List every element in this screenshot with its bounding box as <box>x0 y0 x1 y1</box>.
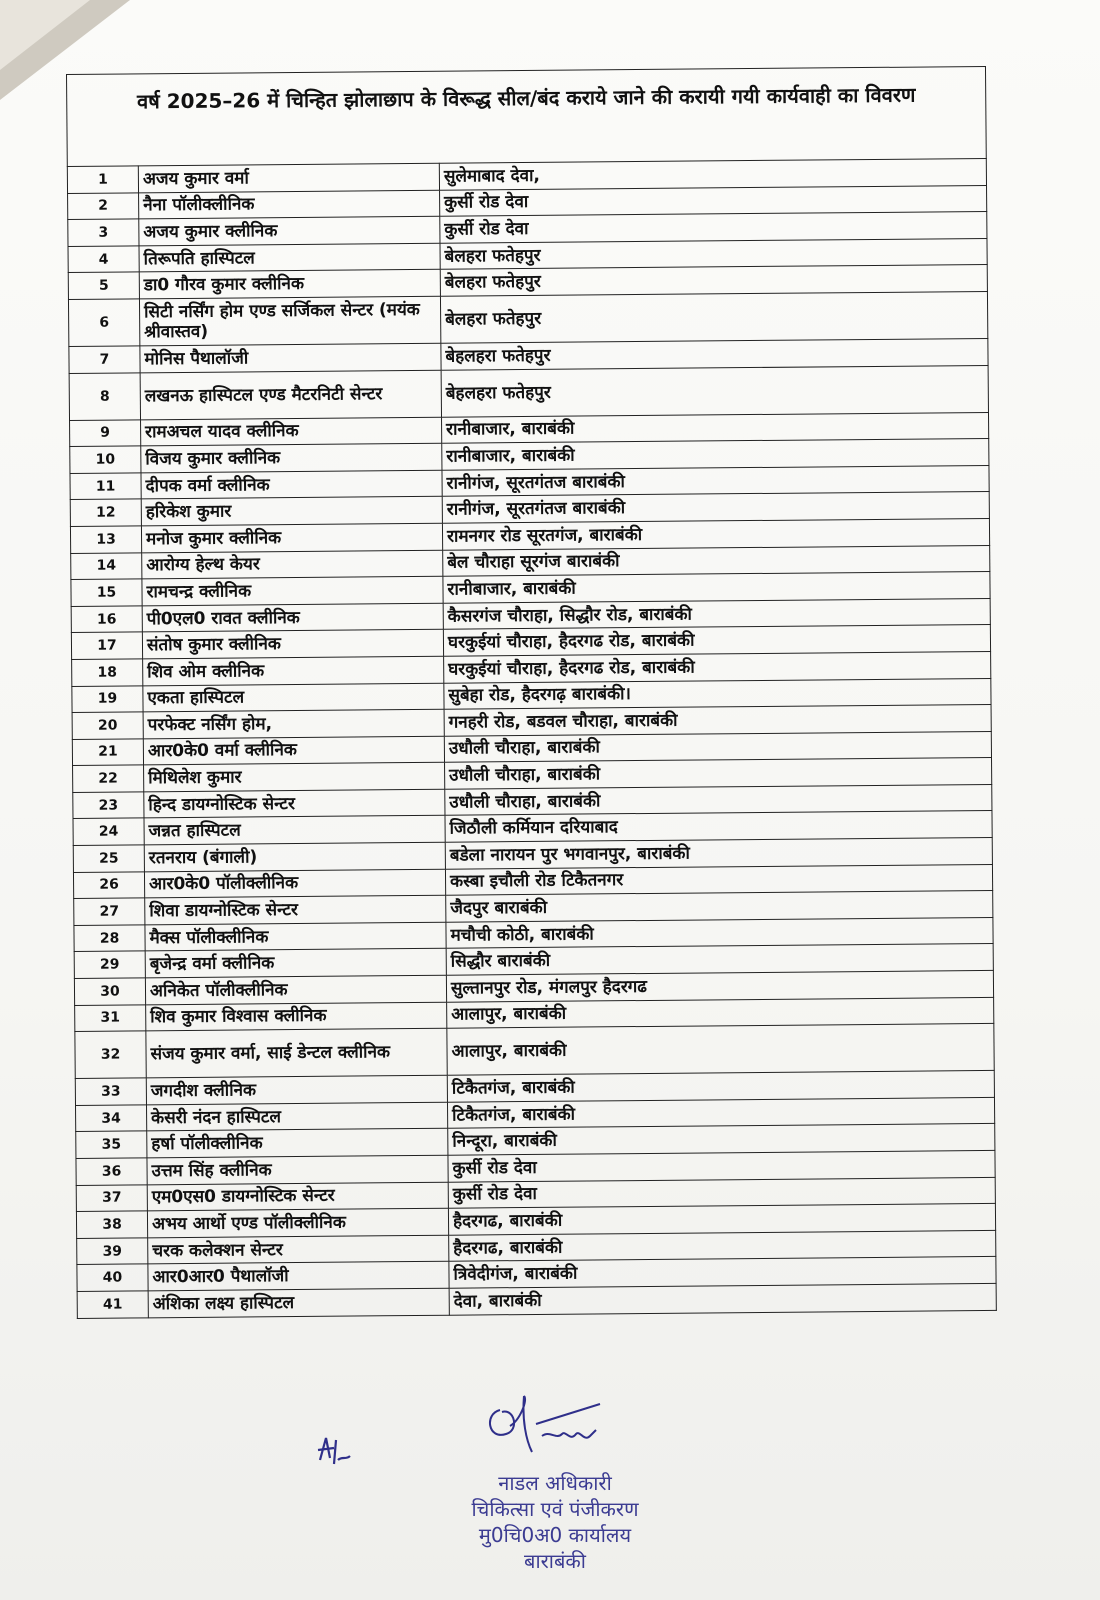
serial-number-cell: 21 <box>72 739 143 766</box>
document-title: वर्ष 2025–26 में चिन्हित झोलाछाप के विरूद्ध सील/बंद कराये जाने की करायी गयी कार्यवाही का विवरण <box>66 66 987 166</box>
serial-number-cell: 9 <box>70 419 141 446</box>
clinic-name-cell: केसरी नंदन हास्पिटल <box>146 1102 447 1131</box>
address-cell: बेहलहरा फतेहपुर <box>441 338 988 369</box>
serial-number-cell: 19 <box>72 685 143 712</box>
clinic-name-cell: उत्तम सिंह क्लीनिक <box>147 1155 448 1184</box>
address-cell: रानीबाजार, बाराबंकी <box>443 572 990 603</box>
serial-number-cell: 28 <box>74 925 145 952</box>
serial-number-cell: 41 <box>77 1291 148 1318</box>
folded-corner-inner <box>0 0 90 70</box>
document-table-container <box>66 66 997 1319</box>
address-cell: जिठौली कर्मियान दरियाबाद <box>445 811 992 842</box>
address-cell: बडेला नारायन पुर भगवानपुर, बाराबंकी <box>445 838 992 869</box>
clinic-name-cell: आर0आर0 पैथालॉजी <box>148 1262 449 1291</box>
initials-signature <box>312 1430 356 1470</box>
address-cell: रानीगंज, सूरतगंतज बाराबंकी <box>442 465 989 496</box>
serial-number-cell: 31 <box>75 1004 146 1031</box>
serial-number-cell: 32 <box>75 1031 146 1079</box>
signature-block <box>300 1390 720 1590</box>
clinic-name-cell: रामचन्द्र क्लीनिक <box>142 576 443 605</box>
address-cell: बेलहरा फतेहपुर <box>440 291 987 343</box>
address-cell: रामनगर रोड सूरतगंज, बाराबंकी <box>442 518 989 549</box>
serial-number-cell: 6 <box>68 299 139 347</box>
address-cell: उधौली चौराहा, बाराबंकी <box>445 758 992 789</box>
clinic-name-cell: सिटी नर्सिंग होम एण्ड सर्जिकल सेन्टर (मयंक श्रीवास्तव) <box>139 296 440 346</box>
clinic-name-cell: मनोज कुमार क्लीनिक <box>141 523 442 552</box>
address-cell: मचौची कोठी, बाराबंकी <box>446 917 993 948</box>
clinic-name-cell: नैना पॉलीक्लीनिक <box>139 190 440 219</box>
serial-number-cell: 35 <box>76 1131 147 1158</box>
serial-number-cell: 37 <box>76 1184 147 1211</box>
clinic-name-cell: चरक कलेक्शन सेन्टर <box>148 1235 449 1264</box>
clinic-name-cell: अजय कुमार वर्मा <box>138 163 439 192</box>
address-cell: बेहलहरा फतेहपुर <box>441 365 988 417</box>
address-cell: कुर्सी रोड देवा <box>440 212 987 243</box>
address-cell: रानीबाजार, बाराबंकी <box>442 412 989 443</box>
address-cell: टिकैतगंज, बाराबंकी <box>447 1071 994 1102</box>
serial-number-cell: 1 <box>67 166 138 193</box>
clinic-name-cell: जगदीश क्लीनिक <box>146 1075 447 1104</box>
address-cell: आलापुर, बाराबंकी <box>447 1024 994 1076</box>
clinic-name-cell: संजय कुमार वर्मा, साई डेन्टल क्लीनिक <box>146 1028 447 1078</box>
clinic-name-cell: लखनऊ हास्पिटल एण्ड मैटरनिटी सेन्टर <box>140 370 441 420</box>
address-cell: सिद्धौर बाराबंकी <box>446 944 993 975</box>
clinic-name-cell: संतोष कुमार क्लीनिक <box>142 630 443 659</box>
official-stamp-text <box>440 1470 670 1574</box>
clinic-name-cell: शिव कुमार विश्वास क्लीनिक <box>146 1002 447 1031</box>
serial-number-cell: 7 <box>69 346 140 373</box>
address-cell: निन्दूरा, बाराबंकी <box>448 1124 995 1155</box>
serial-number-cell: 23 <box>73 792 144 819</box>
serial-number-cell: 10 <box>70 446 141 473</box>
clinic-name-cell: पी0एल0 रावत क्लीनिक <box>142 603 443 632</box>
stamp-line: मु0चि0अ0 कार्यालय <box>478 1523 632 1547</box>
clinic-name-cell: बृजेन्द्र वर्मा क्लीनिक <box>145 949 446 978</box>
stamp-line: बाराबंकी <box>524 1549 586 1573</box>
clinic-name-cell: आर0के0 पॉलीक्लीनिक <box>144 869 445 898</box>
serial-number-cell: 3 <box>68 219 139 246</box>
address-cell: कुर्सी रोड देवा <box>448 1150 995 1181</box>
serial-number-cell: 29 <box>74 951 145 978</box>
address-cell: उधौली चौराहा, बाराबंकी <box>445 784 992 815</box>
address-cell: कुर्सी रोड देवा <box>440 185 987 216</box>
address-cell: घरकुईयां चौराहा, हैदरगढ रोड, बाराबंकी <box>443 625 990 656</box>
clinic-name-cell: जन्नत हास्पिटल <box>144 816 445 845</box>
address-cell: हैदरगढ, बाराबंकी <box>449 1230 996 1261</box>
clinic-name-cell: अंशिका लक्ष्य हास्पिटल <box>148 1288 449 1317</box>
clinic-name-cell: आरोग्य हेल्थ केयर <box>142 550 443 579</box>
clinic-name-cell: अजय कुमार क्लीनिक <box>139 216 440 245</box>
serial-number-cell: 30 <box>74 978 145 1005</box>
serial-number-cell: 39 <box>77 1238 148 1265</box>
clinic-name-cell: विजय कुमार क्लीनिक <box>141 443 442 472</box>
serial-number-cell: 26 <box>73 872 144 899</box>
clinic-name-cell: मैक्स पॉलीक्लीनिक <box>145 922 446 951</box>
serial-number-cell: 40 <box>77 1264 148 1291</box>
table-row <box>75 1024 994 1079</box>
serial-number-cell: 36 <box>76 1158 147 1185</box>
clinic-name-cell: एकता हास्पिटल <box>143 683 444 712</box>
address-cell: रानीबाजार, बाराबंकी <box>442 439 989 470</box>
serial-number-cell: 2 <box>68 192 139 219</box>
clinic-name-cell: मिथिलेश कुमार <box>144 763 445 792</box>
table-row <box>68 291 987 346</box>
clinic-name-cell: शिवा डायग्नोस्टिक सेन्टर <box>145 895 446 924</box>
address-cell: सुलेमाबाद देवा, <box>439 158 986 189</box>
serial-number-cell: 17 <box>71 632 142 659</box>
clinic-table <box>67 158 997 1319</box>
serial-number-cell: 38 <box>76 1211 147 1238</box>
clinic-name-cell: तिरूपति हास्पिटल <box>139 243 440 272</box>
clinic-name-cell: रामअचल यादव क्लीनिक <box>141 417 442 446</box>
address-cell: आलापुर, बाराबंकी <box>447 997 994 1028</box>
clinic-name-cell: डा0 गौरव कुमार क्लीनिक <box>139 270 440 299</box>
serial-number-cell: 14 <box>71 552 142 579</box>
address-cell: बेल चौराहा सूरगंज बाराबंकी <box>443 545 990 576</box>
serial-number-cell: 11 <box>70 473 141 500</box>
address-cell: उधौली चौराहा, बाराबंकी <box>444 731 991 762</box>
serial-number-cell: 4 <box>68 246 139 273</box>
table-row <box>69 365 988 420</box>
serial-number-cell: 33 <box>75 1078 146 1105</box>
serial-number-cell: 34 <box>75 1105 146 1132</box>
clinic-name-cell: हरिकेश कुमार <box>141 497 442 526</box>
clinic-name-cell: अनिकेत पॉलीक्लीनिक <box>145 975 446 1004</box>
serial-number-cell: 15 <box>71 579 142 606</box>
serial-number-cell: 27 <box>74 898 145 925</box>
serial-number-cell: 18 <box>72 659 143 686</box>
clinic-name-cell: मोनिस पैथालॉजी <box>140 343 441 372</box>
address-cell: कैसरगंज चौराहा, सिद्धौर रोड, बाराबंकी <box>443 598 990 629</box>
stamp-line: चिकित्सा एवं पंजीकरण <box>471 1497 639 1521</box>
serial-number-cell: 8 <box>69 372 140 420</box>
clinic-name-cell: हिन्द डायग्नोस्टिक सेन्टर <box>144 789 445 818</box>
address-cell: बेलहरा फतेहपुर <box>440 238 987 269</box>
address-cell: घरकुईयां चौराहा, हैदरगढ रोड, बाराबंकी <box>444 651 991 682</box>
address-cell: सुल्तानपुर रोड, मंगलपुर हैदरगढ <box>446 970 993 1001</box>
clinic-name-cell: अभय आर्थो एण्ड पॉलीक्लीनिक <box>147 1208 448 1237</box>
clinic-name-cell: एम0एस0 डायग्नोस्टिक सेन्टर <box>147 1182 448 1211</box>
address-cell: गनहरी रोड, बडवल चौराहा, बाराबंकी <box>444 705 991 736</box>
clinic-name-cell: परफेक्ट नर्सिंग होम, <box>143 709 444 738</box>
officer-signature <box>480 1390 630 1480</box>
address-cell: कुर्सी रोड देवा <box>448 1177 995 1208</box>
serial-number-cell: 20 <box>72 712 143 739</box>
serial-number-cell: 5 <box>68 272 139 299</box>
serial-number-cell: 25 <box>73 845 144 872</box>
address-cell: बेलहरा फतेहपुर <box>440 265 987 296</box>
address-cell: त्रिवेदीगंज, बाराबंकी <box>449 1257 996 1288</box>
serial-number-cell: 12 <box>70 499 141 526</box>
clinic-table-body <box>67 158 996 1318</box>
address-cell: जैदपुर बाराबंकी <box>446 891 993 922</box>
serial-number-cell: 13 <box>70 526 141 553</box>
serial-number-cell: 24 <box>73 818 144 845</box>
address-cell: हैदरगढ, बाराबंकी <box>448 1204 995 1235</box>
serial-number-cell: 22 <box>73 765 144 792</box>
clinic-name-cell: आर0के0 वर्मा क्लीनिक <box>143 736 444 765</box>
stamp-line: नाडल अधिकारी <box>498 1471 612 1495</box>
serial-number-cell: 16 <box>71 606 142 633</box>
address-cell: टिकैतगंज, बाराबंकी <box>447 1097 994 1128</box>
clinic-name-cell: दीपक वर्मा क्लीनिक <box>141 470 442 499</box>
address-cell: कस्बा इचौली रोड टिकैतनगर <box>445 864 992 895</box>
address-cell: सुबेहा रोड, हैदरगढ़ बाराबंकी। <box>444 678 991 709</box>
address-cell: देवा, बाराबंकी <box>449 1283 996 1314</box>
clinic-name-cell: हर्षा पॉलीक्लीनिक <box>147 1129 448 1158</box>
address-cell: रानीगंज, सूरतगंतज बाराबंकी <box>442 492 989 523</box>
clinic-name-cell: शिव ओम क्लीनिक <box>143 656 444 685</box>
clinic-name-cell: रतनराय (बंगाली) <box>144 842 445 871</box>
